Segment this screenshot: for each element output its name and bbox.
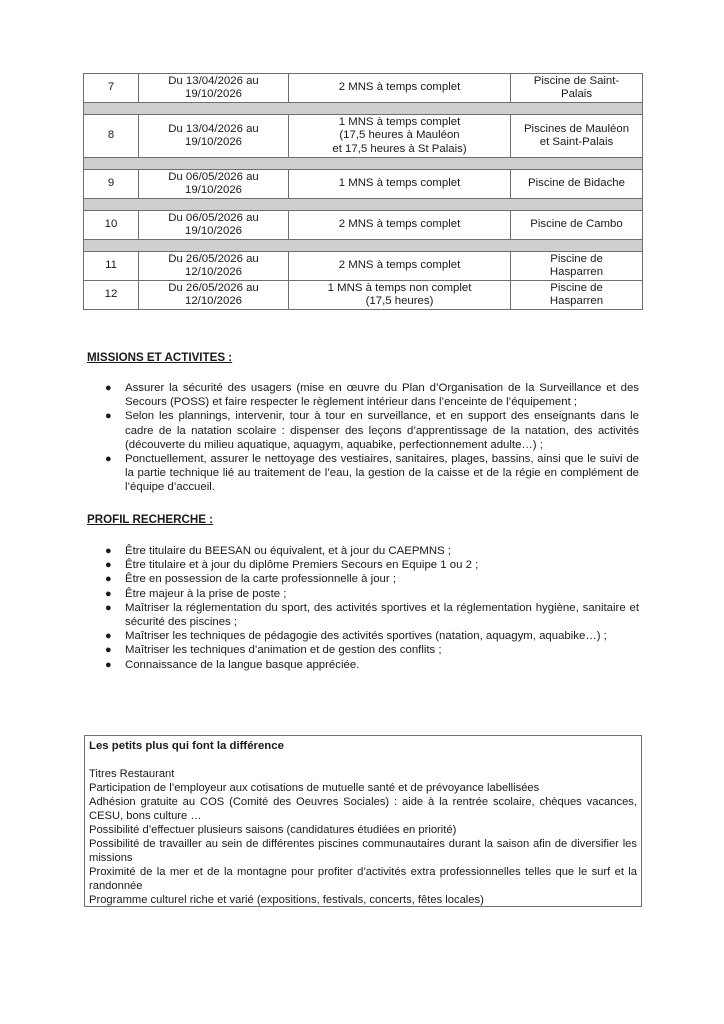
separator-cell xyxy=(84,158,643,170)
date-end: 19/10/2026 xyxy=(184,225,242,237)
bullet-icon: ● xyxy=(105,545,112,557)
list-item xyxy=(87,409,639,452)
date-end: 12/10/2026 xyxy=(184,295,242,307)
positions-line: 1 MNS à temps non complet xyxy=(327,281,472,294)
location-line: Palais xyxy=(560,88,593,100)
row-number: 11 xyxy=(84,252,139,281)
list-item xyxy=(87,601,639,629)
date-range xyxy=(139,115,289,158)
row-number: 10 xyxy=(84,211,139,240)
location-line: Piscine de Bidache xyxy=(528,177,625,190)
table-row xyxy=(84,170,643,199)
positions-line: 1 MNS à temps complet xyxy=(338,177,461,190)
positions-line: 2 MNS à temps complet xyxy=(338,218,461,231)
bullet-icon: ● xyxy=(105,601,112,614)
positions xyxy=(289,74,511,103)
row-number: 8 xyxy=(84,115,139,158)
date-range xyxy=(139,211,289,240)
list-item xyxy=(87,587,639,601)
date-end: 12/10/2026 xyxy=(184,266,242,278)
profile-heading: PROFIL RECHERCHE : xyxy=(87,513,214,526)
table-row xyxy=(84,115,643,158)
date-end: 19/10/2026 xyxy=(184,88,242,100)
list-item-text: Maîtriser les techniques de pédagogie des activités sportives (natation, aquagym, aquabike…) ; xyxy=(125,630,607,643)
table-separator-row xyxy=(84,240,643,252)
table-separator-row xyxy=(84,199,643,211)
table-separator-row xyxy=(84,103,643,115)
row-number: 9 xyxy=(84,170,139,199)
list-item xyxy=(87,658,639,672)
positions xyxy=(289,170,511,199)
list-item xyxy=(87,629,639,643)
list-item xyxy=(87,452,639,495)
perk-item: Programme culturel riche et varié (expositions, festivals, concerts, fêtes locales) xyxy=(89,894,484,906)
table-separator-row xyxy=(84,158,643,170)
positions-line: 1 MNS à temps complet xyxy=(338,115,461,128)
bullet-icon: ● xyxy=(105,658,112,671)
date-range xyxy=(139,252,289,281)
location xyxy=(511,115,643,158)
list-item-text: Connaissance de la langue basque appréciée. xyxy=(125,658,360,671)
bullet-icon: ● xyxy=(105,630,112,643)
positions xyxy=(289,281,511,310)
date-start: Du 13/04/2026 au xyxy=(168,74,259,87)
perks-heading: Les petits plus qui font la différence xyxy=(89,740,284,752)
positions-line: (17,5 heures) xyxy=(365,295,434,307)
spacer xyxy=(89,753,637,767)
list-item-text: Être titulaire et à jour du diplôme Premiers Secours en Equipe 1 ou 2 ; xyxy=(125,559,479,572)
positions xyxy=(289,252,511,281)
positions xyxy=(289,211,511,240)
positions-line: 2 MNS à temps complet xyxy=(338,259,461,272)
perks-box xyxy=(84,735,642,907)
bullet-icon: ● xyxy=(105,644,112,657)
location xyxy=(511,74,643,103)
location-line: Hasparren xyxy=(549,295,604,307)
table-row xyxy=(84,281,643,310)
location-line: Piscines de Mauléon xyxy=(523,122,630,135)
positions-line: et 17,5 heures à St Palais) xyxy=(332,142,467,155)
perk-item: Participation de l’employeur aux cotisations de mutuelle santé et de prévoyance labellisées xyxy=(89,782,540,794)
date-range xyxy=(139,170,289,199)
location-line: Piscine de Cambo xyxy=(530,218,623,231)
location-line: Piscine de Saint- xyxy=(533,74,620,87)
positions xyxy=(289,115,511,158)
missions-heading: MISSIONS ET ACTIVITES : xyxy=(87,351,233,364)
row-number: 12 xyxy=(84,281,139,310)
table-row xyxy=(84,252,643,281)
bullet-icon: ● xyxy=(105,573,112,586)
date-range xyxy=(139,74,289,103)
positions-line: 2 MNS à temps complet xyxy=(338,81,461,94)
location-line: Piscine de xyxy=(550,252,603,265)
location-line: Hasparren xyxy=(549,266,604,278)
table-row xyxy=(84,74,643,103)
bullet-icon: ● xyxy=(105,559,112,572)
list-item-text: Assurer la sécurité des usagers (mise en œuvre du Plan d’Organisation de la Surveillance et des Secours (POSS) et faire respecter le règlement intérieur dans l’enceinte de l’équipement ; xyxy=(125,382,639,409)
list-item-text: Ponctuellement, assurer le nettoyage des vestiaires, sanitaires, plages, bassins, ainsi que le suivi de la partie technique lié au traitement de l’eau, la gestion de la caisse et de la régie en complément de l’équipe d’accueil. xyxy=(125,453,639,494)
perk-item: Titres Restaurant xyxy=(89,768,175,780)
date-start: Du 06/05/2026 au xyxy=(168,170,259,183)
list-item xyxy=(87,544,639,558)
list-item xyxy=(87,381,639,409)
list-item-text: Être titulaire du BEESAN ou équivalent, et à jour du CAEPMNS ; xyxy=(125,545,452,557)
location xyxy=(511,211,643,240)
date-start: Du 13/04/2026 au xyxy=(168,122,259,135)
bullet-icon: ● xyxy=(105,453,112,466)
bullet-icon: ● xyxy=(105,587,112,600)
separator-cell xyxy=(84,199,643,211)
location xyxy=(511,170,643,199)
list-item xyxy=(87,643,639,657)
separator-cell xyxy=(84,240,643,252)
bullet-icon: ● xyxy=(105,382,112,394)
location xyxy=(511,281,643,310)
list-item xyxy=(87,572,639,586)
date-end: 19/10/2026 xyxy=(184,184,242,196)
location xyxy=(511,252,643,281)
location-line: Piscine de xyxy=(550,281,603,294)
list-item-text: Maîtriser les techniques d’animation et de gestion des conflits ; xyxy=(125,644,442,657)
date-range xyxy=(139,281,289,310)
list-item-text: Être majeur à la prise de poste ; xyxy=(125,587,287,600)
list-item xyxy=(87,558,639,572)
date-start: Du 26/05/2026 au xyxy=(168,281,259,294)
bullet-icon: ● xyxy=(105,410,112,423)
date-end: 19/10/2026 xyxy=(184,136,242,148)
missions-list xyxy=(87,381,639,495)
date-start: Du 26/05/2026 au xyxy=(168,252,259,265)
date-start: Du 06/05/2026 au xyxy=(168,211,259,224)
list-item-text: Selon les plannings, intervenir, tour à tour en surveillance, et en support des enseignants dans le cadre de la natation scolaire : dispenser des leçons d’apprentissage de la natation, des activités (découverte du milieu aquatique, aquagym, aquabike, perfectionnement adulte…) ; xyxy=(125,410,639,451)
perk-item: Possibilité de travailler au sein de différentes piscines communautaires durant la saison afin de diversifier les missions xyxy=(89,838,637,864)
table-row xyxy=(84,211,643,240)
location-line: et Saint-Palais xyxy=(539,136,614,148)
list-item-text: Être en possession de la carte professionnelle à jour ; xyxy=(125,573,397,586)
list-item-text: Maîtriser la réglementation du sport, des activités sportives et la réglementation hygiène, sanitaire et sécurité des piscines ; xyxy=(125,601,639,629)
profile-list xyxy=(87,544,639,672)
pool-schedule-table xyxy=(83,73,643,310)
positions-line: (17,5 heures à Mauléon xyxy=(339,129,460,142)
row-number: 7 xyxy=(84,74,139,103)
perk-item: Proximité de la mer et de la montagne pour profiter d’activités extra professionnelles telles que le surf et la randonnée xyxy=(89,866,637,892)
perk-item: Possibilité d’effectuer plusieurs saisons (candidatures étudiées en priorité) xyxy=(89,824,457,836)
perk-item: Adhésion gratuite au COS (Comité des Oeuvres Sociales) : aide à la rentrée scolaire, chèques vacances, CESU, bons culture … xyxy=(89,796,637,822)
separator-cell xyxy=(84,103,643,115)
